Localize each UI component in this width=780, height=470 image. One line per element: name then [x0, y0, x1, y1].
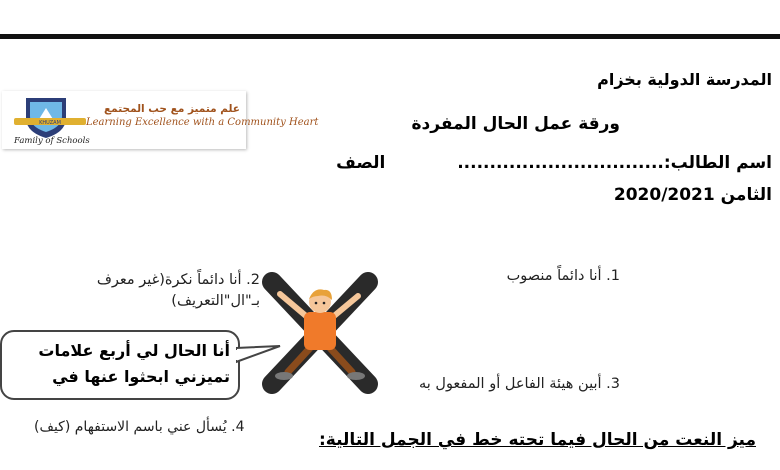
class-label: الصف [336, 153, 386, 173]
logo-english-motto: Learning Excellence with a Community Heart [86, 117, 319, 128]
top-rule [0, 34, 780, 39]
x-mark-with-boy-icon [258, 272, 382, 396]
clue-item-4: 4. يُسأل عني باسم الاستفهام (كيف) [34, 419, 245, 435]
exercise-instruction: ميز النعت من الحال فيما تحته خط في الجمل التالية: [319, 430, 756, 450]
clue-item-3: 3. أبين هيئة الفاعل أو المفعول به [418, 376, 620, 392]
logo-family-text: Family of Schools [14, 136, 90, 146]
student-name-line [336, 153, 772, 173]
bubble-line-1: أنا الحال لي أربع علامات [38, 341, 230, 360]
bubble-line-2: تميزني ابحثوا عنها في [52, 367, 230, 386]
clue-item-2: 2. أنا دائماً نكرة(غير معرف بـ"ال"التعريف) [96, 272, 260, 309]
logo-arabic-motto: علم متميز مع حب المجتمع [104, 103, 240, 115]
student-label: اسم الطالب:................................ [457, 153, 772, 173]
grade-year: الثامن 2020/2021 [613, 185, 772, 205]
svg-text:KHUZAM: KHUZAM [39, 120, 61, 126]
worksheet-title: ورقة عمل الحال المفردة [411, 114, 620, 134]
school-name: المدرسة الدولية بخزام [597, 70, 772, 89]
speech-bubble-text [10, 338, 230, 390]
clue-item-1: 1. أنا دائماً منصوب [506, 268, 620, 284]
crest-icon [10, 94, 90, 140]
speech-bubble-tail [236, 344, 282, 366]
